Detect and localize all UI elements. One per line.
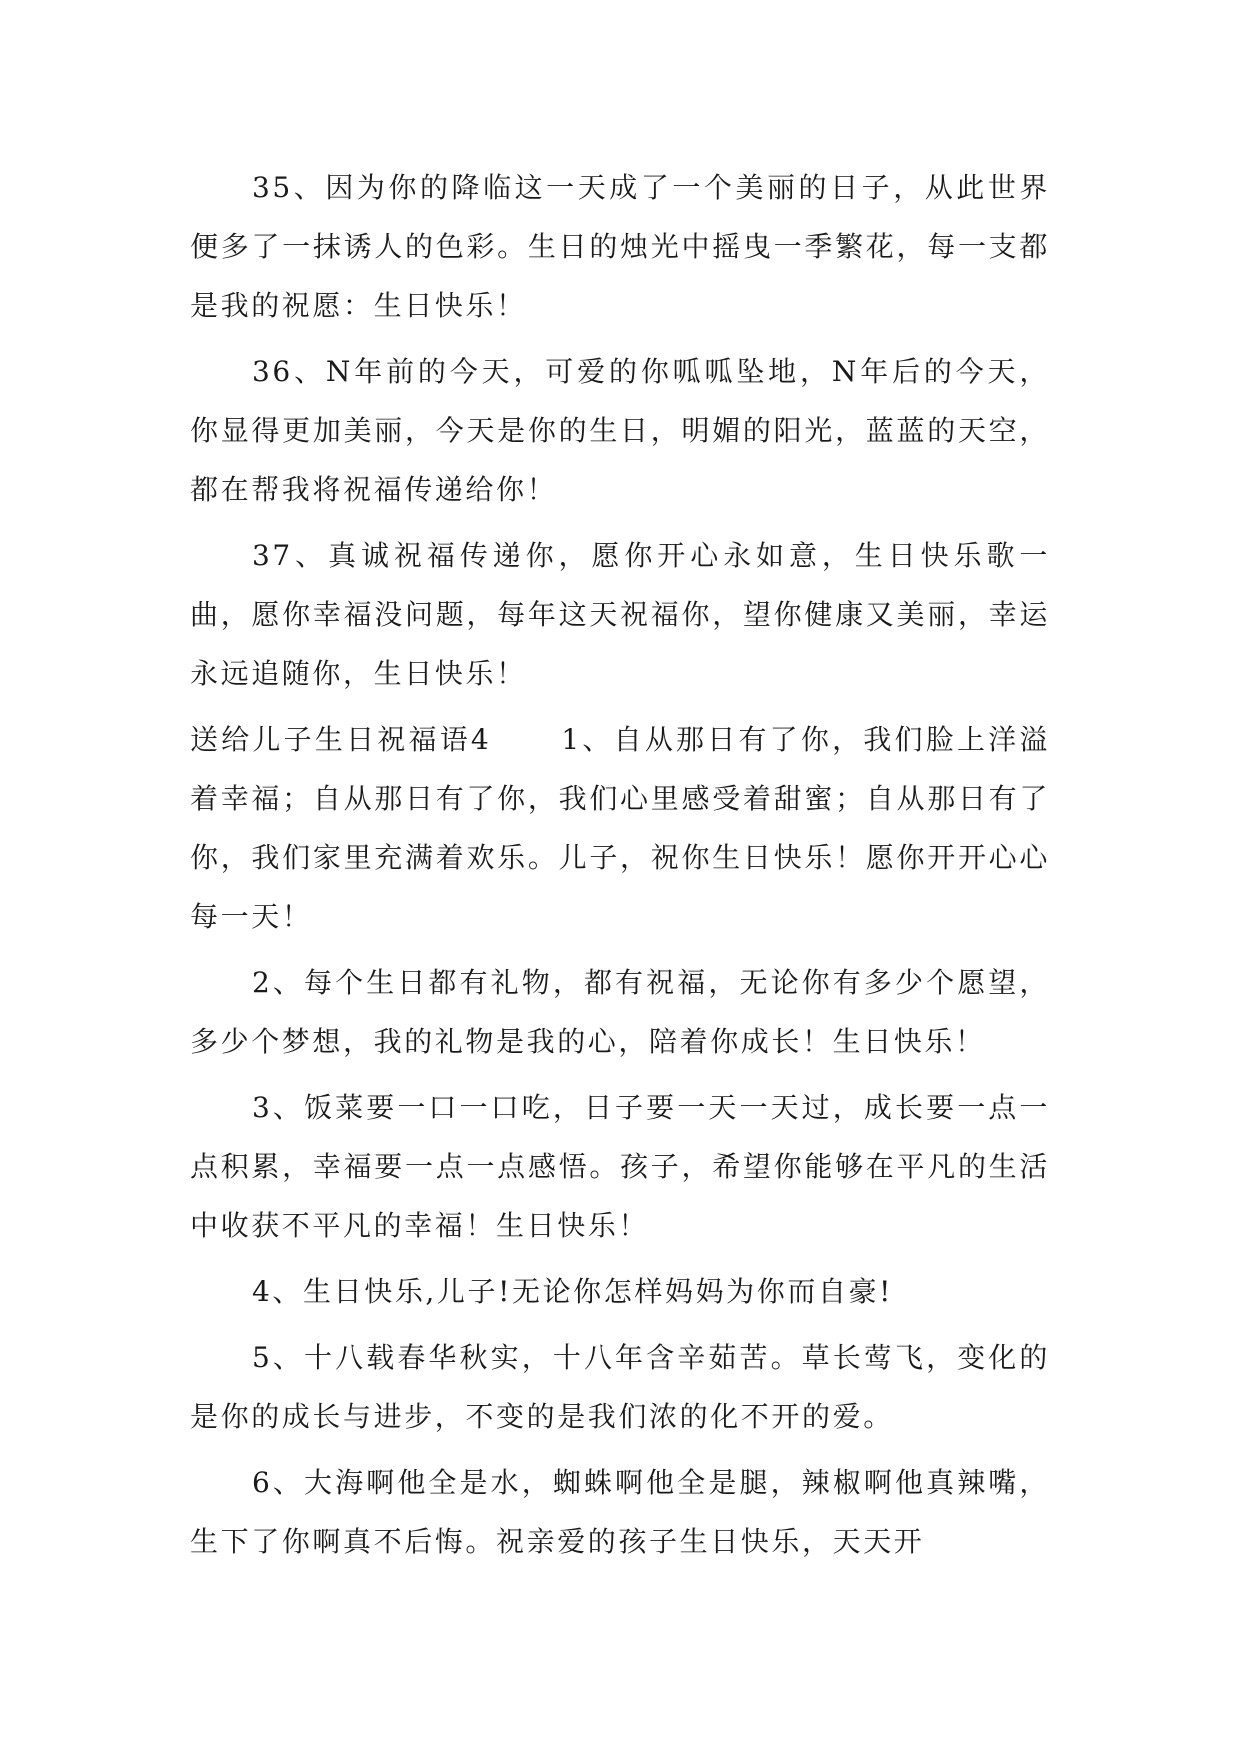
document-body [190,158,1050,1571]
section-paragraph-1-text: 1、自从那日有了你，我们脸上洋溢着幸福；自从那日有了你，我们心里感受着甜蜜；自从那日有了你，我们家里充满着欢乐。儿子，祝你生日快乐！愿你开开心心每一天！ [190,723,1050,933]
paragraph-37: 37、真诚祝福传递你，愿你开心永如意，生日快乐歌一曲，愿你幸福没问题，每年这天祝福你，望你健康又美丽，幸运永远追随你，生日快乐！ [190,539,1050,690]
paragraph-6: 6、大海啊他全是水，蜘蛛啊他全是腿，辣椒啊他真辣嘴，生下了你啊真不后悔。祝亲爱的孩子生日快乐，天天开 [190,1466,1050,1558]
paragraph-2: 2、每个生日都有礼物，都有祝福，无论你有多少个愿望，多少个梦想，我的礼物是我的心，陪着你成长！生日快乐！ [190,966,1050,1058]
paragraph-4: 4、生日快乐,儿子!无论你怎样妈妈为你而自豪! [252,1275,894,1308]
paragraph-35: 35、因为你的降临这一天成了一个美丽的日子，从此世界便多了一抹诱人的色彩。生日的烛光中摇曳一季繁花，每一支都是我的祝愿：生日快乐！ [190,171,1050,322]
paragraph-36: 36、N年前的今天，可爱的你呱呱坠地，N年后的今天，你显得更加美丽，今天是你的生日，明媚的阳光，蓝蓝的天空，都在帮我将祝福传递给你！ [190,355,1050,506]
paragraph-5: 5、十八载春华秋实，十八年含辛茹苦。草长莺飞，变化的是你的成长与进步，不变的是我们浓的化不开的爱。 [190,1341,1050,1433]
section-heading: 送给儿子生日祝福语4 [190,723,492,756]
paragraph-3: 3、饭菜要一口一口吃，日子要一天一天过，成长要一点一点积累，幸福要一点一点感悟。孩子，希望你能够在平凡的生活中收获不平凡的幸福！生日快乐！ [190,1091,1050,1242]
section-paragraph-1 [190,710,1050,946]
